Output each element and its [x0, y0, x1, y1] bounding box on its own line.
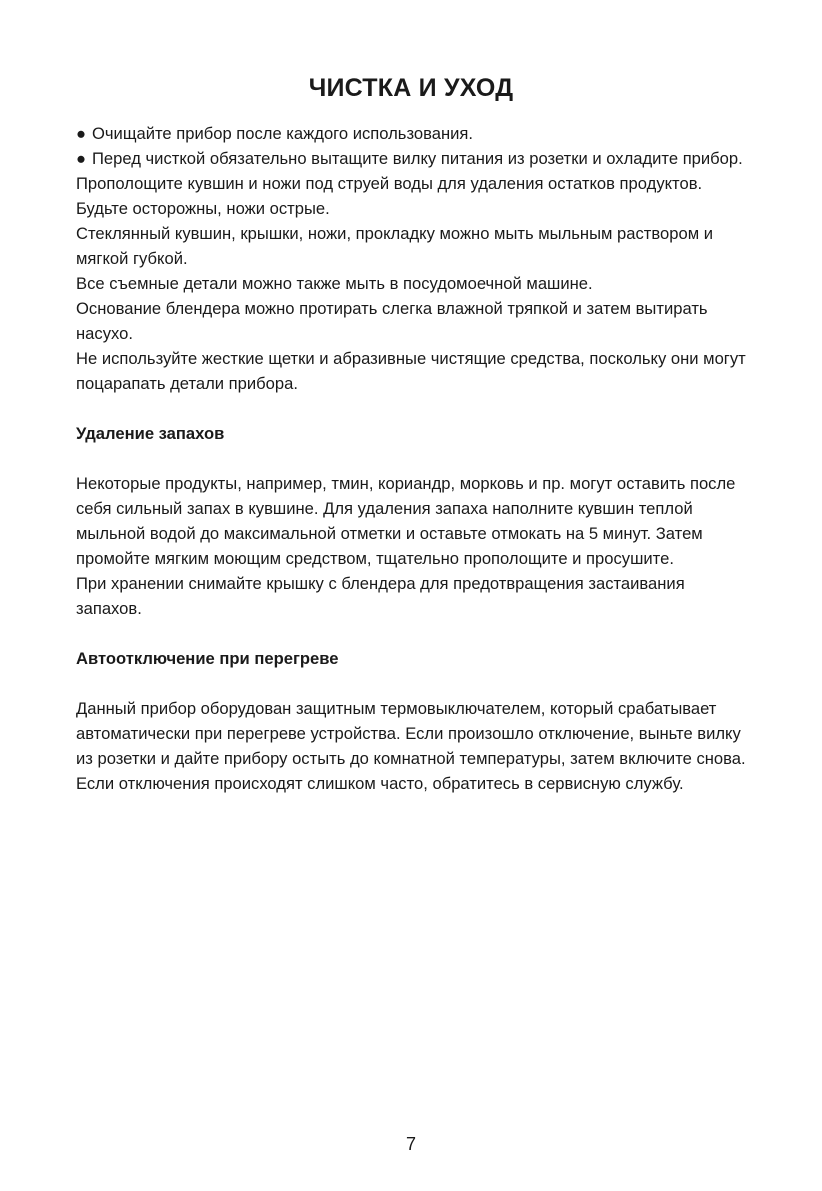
overheat-paragraph: Данный прибор оборудован защитным термовыключателем, который срабатывает автоматически при перегреве устройства. Если произошло отключение, выньте вилку из розетки и дайте прибору остыть до комнатной температуры, затем включите снова. Если отключения происходят слишком часто, обратитесь в сервисную службу.	[76, 699, 746, 793]
odor-paragraph: При хранении снимайте крышку с блендера для предотвращения застаивания запахов.	[76, 574, 685, 618]
spacer	[76, 396, 746, 421]
spacer	[76, 446, 746, 471]
bullet-icon: ●	[76, 124, 87, 143]
odor-section-heading: Удаление запахов	[76, 424, 225, 443]
spacer	[76, 671, 746, 696]
overheat-section-heading: Автоотключение при перегреве	[76, 649, 339, 668]
page-content	[76, 121, 746, 796]
cleaning-paragraph: Стеклянный кувшин, крышки, ножи, прокладку можно мыть мыльным раствором и мягкой губкой.	[76, 224, 713, 268]
bullet-text: Перед чисткой обязательно вытащите вилку питания из розетки и охладите прибор.	[92, 149, 743, 168]
cleaning-paragraph: Все съемные детали можно также мыть в посудомоечной машине.	[76, 274, 593, 293]
bullet-text: Очищайте прибор после каждого использования.	[92, 124, 473, 143]
page-number: 7	[405, 1134, 416, 1154]
spacer	[76, 621, 746, 646]
cleaning-paragraph: Прополощите кувшин и ножи под струей воды для удаления остатков продуктов. Будьте осторожны, ножи острые.	[76, 174, 703, 218]
odor-paragraph: Некоторые продукты, например, тмин, кориандр, морковь и пр. могут оставить после себя сильный запах в кувшине. Для удаления запаха наполните кувшин теплой мыльной водой до максимальной отметки и оставьте отмокать на 5 минут. Затем промойте мягким моющим средством, тщательно прополощите и просушите.	[76, 474, 736, 568]
page-title: ЧИСТКА И УХОД	[308, 74, 514, 102]
bullet-icon: ●	[76, 149, 87, 168]
cleaning-paragraph: Основание блендера можно протирать слегка влажной тряпкой и затем вытирать насухо.	[76, 299, 708, 343]
bullet-item	[76, 121, 746, 146]
cleaning-paragraph: Не используйте жесткие щетки и абразивные чистящие средства, поскольку они могут поцарапать детали прибора.	[76, 349, 746, 393]
bullet-item	[76, 146, 746, 171]
